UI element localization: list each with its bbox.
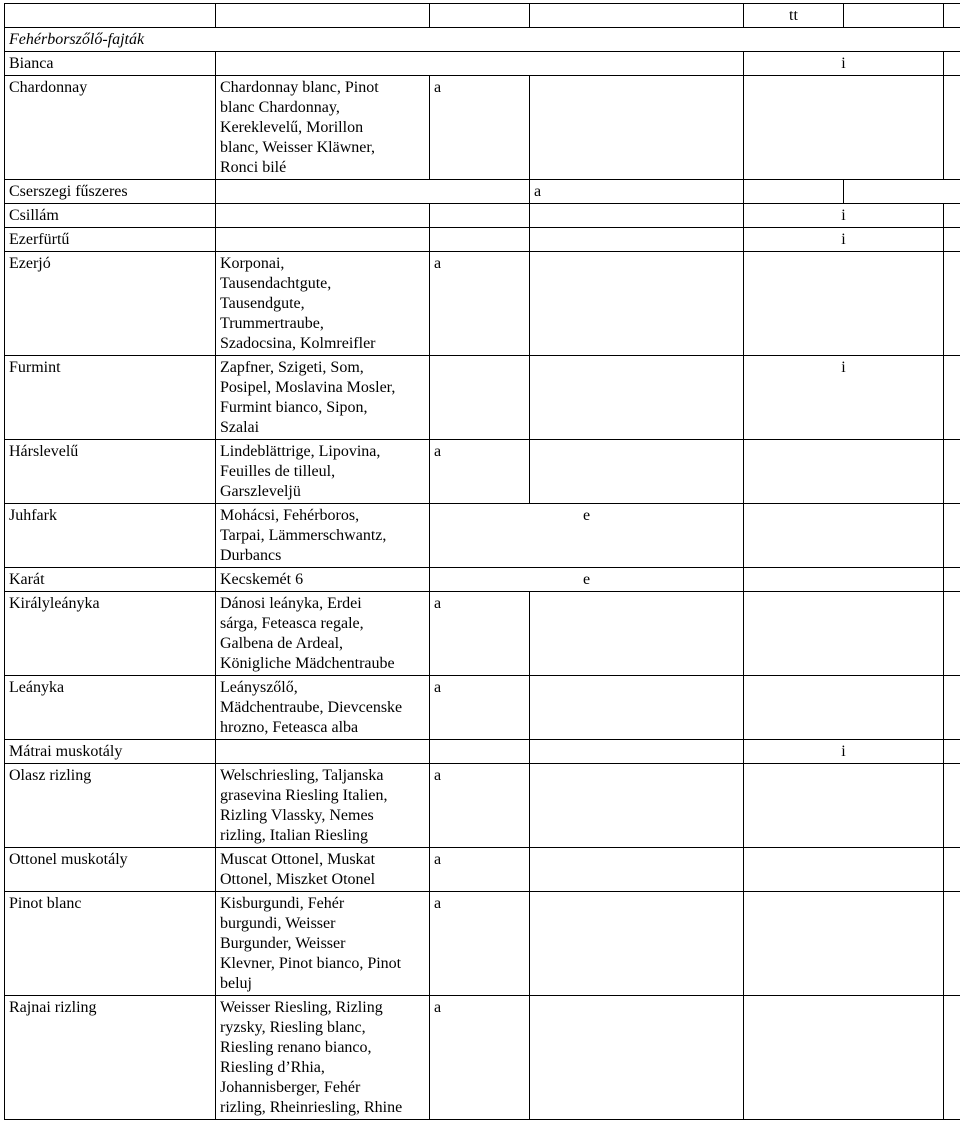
header-tt-label: tt <box>789 7 798 24</box>
empty-cell <box>944 740 960 764</box>
header-row <box>5 4 960 28</box>
type-cell <box>530 180 744 204</box>
synonyms-cell <box>216 996 430 1120</box>
type-cell <box>430 848 530 892</box>
variety-name: Bianca <box>5 52 216 76</box>
header-cell-empty <box>844 4 944 28</box>
status-letter: i <box>841 207 846 224</box>
variety-name: Chardonnay <box>5 76 216 180</box>
synonym-line: Garszleveljü <box>220 483 301 500</box>
synonym-line: Klevner, Pinot bianco, Pinot <box>220 955 402 972</box>
status-cell <box>744 892 944 996</box>
status-letter: i <box>841 743 846 760</box>
header-cell-empty <box>530 4 744 28</box>
synonym-line: Riesling d’Rhia, <box>220 1059 325 1076</box>
table-row <box>5 252 960 356</box>
type-cell <box>430 228 530 252</box>
synonym-line: Kereklevelű, Morillon <box>220 119 364 136</box>
empty-cell <box>530 252 744 356</box>
synonym-line: grasevina Riesling Italien, <box>220 787 388 804</box>
table-row <box>5 356 960 440</box>
status-cell <box>744 440 944 504</box>
type-letter: a <box>434 255 442 272</box>
table-row <box>5 440 960 504</box>
variety-name: Ezerfürtű <box>5 228 216 252</box>
synonym-line: Leányszőlő, <box>220 679 298 696</box>
type-cell <box>430 356 530 440</box>
variety-name: Pinot blanc <box>5 892 216 996</box>
status-cell <box>744 996 944 1120</box>
synonym-line: Kecskemét 6 <box>220 571 304 588</box>
synonym-line: rizling, Italian Riesling <box>220 827 368 844</box>
synonyms-cell <box>216 204 430 228</box>
table-row <box>5 740 960 764</box>
type-cell <box>430 740 530 764</box>
empty-cell <box>944 764 960 848</box>
header-cell-empty <box>5 4 216 28</box>
empty-cell <box>944 52 960 76</box>
header-cell-empty <box>430 4 530 28</box>
empty-cell <box>944 252 960 356</box>
empty-cell <box>944 76 960 180</box>
type-letter: e <box>582 571 591 588</box>
status-cell <box>744 740 944 764</box>
synonyms-cell <box>216 848 430 892</box>
synonyms-cell <box>216 440 430 504</box>
header-cell-empty <box>216 4 430 28</box>
type-cell <box>430 764 530 848</box>
variety-name: Ezerjó <box>5 252 216 356</box>
synonym-line: blanc, Weisser Kläwner, <box>220 139 376 156</box>
table-row <box>5 76 960 180</box>
synonym-line: Burgunder, Weisser <box>220 935 346 952</box>
synonym-line: blanc Chardonnay, <box>220 99 340 116</box>
type-letter: a <box>434 79 442 96</box>
empty-cell <box>944 568 960 592</box>
empty-cell <box>944 204 960 228</box>
synonym-line: hrozno, Feteasca alba <box>220 719 359 736</box>
synonym-line: Weisser Riesling, Rizling <box>220 999 383 1016</box>
empty-cell <box>530 996 744 1120</box>
empty-cell <box>530 228 744 252</box>
variety-name: Furmint <box>5 356 216 440</box>
empty-cell <box>944 228 960 252</box>
synonyms-cell <box>216 356 430 440</box>
category-title: Fehérborszőlő-fajták <box>5 28 960 52</box>
table-row <box>5 892 960 996</box>
synonym-line: Feuilles de tilleul, <box>220 463 336 480</box>
synonym-line: sárga, Feteasca regale, <box>220 615 364 632</box>
variety-name: Karát <box>5 568 216 592</box>
table-row <box>5 592 960 676</box>
table-row <box>5 52 960 76</box>
status-cell <box>744 592 944 676</box>
type-cell <box>430 676 530 740</box>
synonym-line: burgundi, Weisser <box>220 915 336 932</box>
header-cell-empty <box>944 4 960 28</box>
synonym-line: Johannisberger, Fehér <box>220 1079 361 1096</box>
empty-cell <box>530 848 744 892</box>
empty-cell <box>530 440 744 504</box>
empty-cell <box>944 996 960 1120</box>
empty-cell <box>530 892 744 996</box>
synonym-line: Zapfner, Szigeti, Som, <box>220 359 364 376</box>
type-letter: a <box>434 595 442 612</box>
type-cell <box>430 252 530 356</box>
synonym-line: Furmint bianco, Sipon, <box>220 399 368 416</box>
type-letter: a <box>434 895 442 912</box>
synonym-line: Riesling renano bianco, <box>220 1039 372 1056</box>
empty-cell <box>530 764 744 848</box>
synonyms-cell <box>216 180 530 204</box>
status-letter: i <box>841 55 846 72</box>
type-cell <box>430 568 744 592</box>
table-row <box>5 996 960 1120</box>
synonym-line: Mädchentraube, Dievcenske <box>220 699 403 716</box>
synonym-line: Galbena de Ardeal, <box>220 635 344 652</box>
synonyms-cell <box>216 52 744 76</box>
variety-name: Hárslevelű <box>5 440 216 504</box>
synonym-line: Königliche Mädchentraube <box>220 655 395 672</box>
synonyms-cell <box>216 76 430 180</box>
table-row <box>5 848 960 892</box>
status-cell <box>744 764 944 848</box>
status-cell <box>744 204 944 228</box>
variety-name: Rajnai rizling <box>5 996 216 1120</box>
type-letter: e <box>582 507 591 524</box>
type-letter: a <box>434 767 442 784</box>
type-cell <box>430 440 530 504</box>
status-letter: i <box>841 359 846 376</box>
status-cell <box>744 568 944 592</box>
table-row <box>5 676 960 740</box>
status-cell <box>744 848 944 892</box>
synonym-line: beluj <box>220 975 252 992</box>
variety-name: Királyleányka <box>5 592 216 676</box>
synonyms-cell <box>216 892 430 996</box>
empty-cell <box>530 592 744 676</box>
synonym-line: Dánosi leányka, Erdei <box>220 595 362 612</box>
synonym-line: Tarpai, Lämmerschwantz, <box>220 527 387 544</box>
status-cell <box>844 180 960 204</box>
variety-name: Olasz rizling <box>5 764 216 848</box>
synonym-line: Tausendgute, <box>220 295 305 312</box>
header-cell-tt <box>744 4 844 28</box>
type-letter: a <box>434 851 442 868</box>
variety-name: Leányka <box>5 676 216 740</box>
type-letter: a <box>534 183 542 200</box>
type-cell <box>430 76 530 180</box>
status-cell <box>744 76 944 180</box>
type-letter: a <box>434 999 442 1016</box>
synonym-line: Mohácsi, Fehérboros, <box>220 507 360 524</box>
variety-name: Cserszegi fűszeres <box>5 180 216 204</box>
synonym-line: ryzsky, Riesling blanc, <box>220 1019 366 1036</box>
synonym-line: rizling, Rheinriesling, Rhine <box>220 1099 403 1116</box>
synonym-line: Lindeblättrige, Lipovina, <box>220 443 381 460</box>
type-cell <box>430 996 530 1120</box>
type-letter: a <box>434 443 442 460</box>
type-cell <box>430 592 530 676</box>
synonym-line: Ottonel, Miszket Otonel <box>220 871 376 888</box>
empty-cell <box>530 76 744 180</box>
synonyms-cell <box>216 676 430 740</box>
type-cell <box>430 504 744 568</box>
synonym-line: Tausendachtgute, <box>220 275 332 292</box>
empty-cell <box>944 676 960 740</box>
variety-name: Ottonel muskotály <box>5 848 216 892</box>
variety-name: Csillám <box>5 204 216 228</box>
status-cell <box>744 356 944 440</box>
empty-cell <box>944 892 960 996</box>
type-cell <box>430 204 530 228</box>
synonym-line: Chardonnay blanc, Pinot <box>220 79 379 96</box>
status-cell <box>744 52 944 76</box>
synonym-line: Szalai <box>220 419 260 436</box>
table-row <box>5 504 960 568</box>
variety-name: Mátrai muskotály <box>5 740 216 764</box>
synonym-line: Posipel, Moslavina Mosler, <box>220 379 396 396</box>
synonym-line: Kisburgundi, Fehér <box>220 895 345 912</box>
synonyms-cell <box>216 592 430 676</box>
synonyms-cell <box>216 740 430 764</box>
empty-cell <box>530 740 744 764</box>
synonym-line: Szadocsina, Kolmreifler <box>220 335 376 352</box>
empty-cell <box>944 504 960 568</box>
empty-cell <box>944 440 960 504</box>
table-row <box>5 204 960 228</box>
synonyms-cell <box>216 504 430 568</box>
table-row <box>5 180 960 204</box>
empty-cell <box>944 848 960 892</box>
synonyms-cell <box>216 568 430 592</box>
synonym-line: Korponai, <box>220 255 285 272</box>
empty-cell <box>530 204 744 228</box>
synonym-line: Welschriesling, Taljanska <box>220 767 384 784</box>
category-row <box>5 28 960 52</box>
synonyms-cell <box>216 252 430 356</box>
synonym-line: Muscat Ottonel, Muskat <box>220 851 376 868</box>
table-row <box>5 764 960 848</box>
grape-variety-table <box>4 3 960 1120</box>
status-letter: i <box>841 231 846 248</box>
variety-name: Juhfark <box>5 504 216 568</box>
synonym-line: Durbancs <box>220 547 282 564</box>
status-cell <box>744 504 944 568</box>
synonyms-cell <box>216 228 430 252</box>
empty-cell <box>944 592 960 676</box>
empty-cell <box>530 676 744 740</box>
synonym-line: Ronci bilé <box>220 159 287 176</box>
empty-cell <box>744 180 844 204</box>
status-cell <box>744 228 944 252</box>
status-cell <box>744 252 944 356</box>
synonym-line: Trummertraube, <box>220 315 324 332</box>
empty-cell <box>530 356 744 440</box>
type-cell <box>430 892 530 996</box>
table-row <box>5 228 960 252</box>
table-row <box>5 568 960 592</box>
empty-cell <box>944 356 960 440</box>
synonym-line: Rizling Vlassky, Nemes <box>220 807 374 824</box>
status-cell <box>744 676 944 740</box>
type-letter: a <box>434 679 442 696</box>
synonyms-cell <box>216 764 430 848</box>
